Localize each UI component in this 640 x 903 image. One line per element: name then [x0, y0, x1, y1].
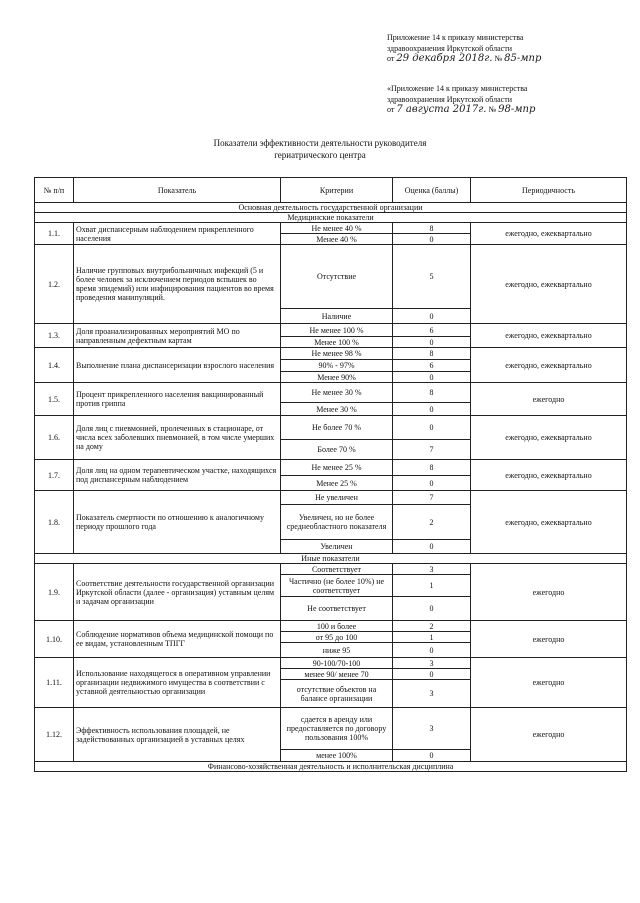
row-period: ежегодно, ежеквартально — [471, 460, 627, 491]
section-medical: Медицинские показатели — [35, 213, 627, 223]
row-criterion: отсутствие объектов на балансе организации — [281, 680, 393, 708]
row-score: 0 — [393, 416, 471, 440]
row-score: 0 — [393, 597, 471, 621]
col-period: Периодичность — [471, 178, 627, 203]
row-indicator: Эффективность использования площадей, не задействованных организацией в уставных целях — [74, 708, 281, 762]
row-criterion: сдается в аренду или предоставляется по договору пользования 100% — [281, 708, 393, 750]
row-score: 6 — [393, 324, 471, 337]
row-criterion: Наличие — [281, 309, 393, 324]
row-score: 0 — [393, 750, 471, 762]
table-header — [35, 178, 627, 203]
row-score: 3 — [393, 680, 471, 708]
table-row — [35, 621, 627, 632]
row-score: 3 — [393, 564, 471, 575]
row-indicator: Соблюдение нормативов объема медицинской помощи по ее видам, установленным ТПГГ — [74, 621, 281, 658]
row-score: 1 — [393, 632, 471, 643]
row-number: 1.2. — [35, 245, 74, 324]
appendix-2-line2: здравоохранения Иркутской области — [387, 94, 512, 104]
row-criterion: Не увеличен — [281, 491, 393, 505]
row-criterion: менее 100% — [281, 750, 393, 762]
row-indicator: Наличие групповых внутрибольничных инфекций (5 и более человек за исключением периодов вспышек во время эпидемий) или инфицирования пациентов во время проведения манипуляций. — [74, 245, 281, 324]
row-period: ежегодно, ежеквартально — [471, 324, 627, 348]
row-score: 0 — [393, 337, 471, 348]
section-row — [35, 203, 627, 213]
row-indicator: Доля лиц на одном терапевтическом участке, находящихся под диспансерным наблюдением — [74, 460, 281, 491]
row-criterion: Не менее 40 % — [281, 223, 393, 234]
row-criterion: Более 70 % — [281, 440, 393, 460]
section-row — [35, 213, 627, 223]
table-row — [35, 383, 627, 403]
row-criterion: Не более 70 % — [281, 416, 393, 440]
table-row — [35, 460, 627, 476]
row-criterion: Увеличен — [281, 540, 393, 554]
row-score: 2 — [393, 505, 471, 540]
row-score: 8 — [393, 348, 471, 360]
section-main: Основная деятельность государственной организации — [35, 203, 627, 213]
col-criteria: Критерии — [281, 178, 393, 203]
row-indicator: Использование находящегося в оперативном управлении организации недвижимого имущества в соответствии с уставной деятельностью организации — [74, 658, 281, 708]
row-indicator: Доля проанализированных мероприятий МО по направленным дефектным картам — [74, 324, 281, 348]
row-period: ежегодно — [471, 708, 627, 762]
row-number: 1.3. — [35, 324, 74, 348]
appendix-1-ref: от 29 декабря 2018г. № 85-мпр — [387, 53, 542, 64]
table-row — [35, 491, 627, 505]
appendix-2-line1: «Приложение 14 к приказу министерства — [387, 84, 528, 93]
row-criterion: от 95 до 100 — [281, 632, 393, 643]
section-row — [35, 554, 627, 564]
row-period: ежегодно — [471, 564, 627, 621]
section-row — [35, 762, 627, 772]
appendix-1 — [387, 33, 541, 65]
row-period: ежегодно — [471, 621, 627, 658]
row-score: 7 — [393, 491, 471, 505]
row-criterion: Не менее 100 % — [281, 324, 393, 337]
row-score: 8 — [393, 383, 471, 403]
row-indicator: Доля лиц с пневмонией, пролеченных в стационаре, от числа всех заболевших пневмонией, в том числе умерших на дому — [74, 416, 281, 460]
row-criterion: 90-100/70-100 — [281, 658, 393, 669]
row-score: 1 — [393, 575, 471, 597]
appendix-2-number: 98-мпр — [498, 104, 536, 115]
row-number: 1.5. — [35, 383, 74, 416]
table-row — [35, 348, 627, 360]
page-title: Показатели эффективности деятельности руководителя гериатрического центра — [213, 138, 427, 160]
row-score: 0 — [393, 234, 471, 245]
row-score: 0 — [393, 309, 471, 324]
table-row — [35, 245, 627, 309]
row-period: ежегодно, ежеквартально — [471, 245, 627, 324]
row-criterion: Менее 90% — [281, 372, 393, 383]
row-criterion: менее 90/ менее 70 — [281, 669, 393, 680]
row-criterion: Частично (не более 10%) не соответствует — [281, 575, 393, 597]
row-period: ежегодно, ежеквартально — [471, 223, 627, 245]
row-criterion: Отсутствие — [281, 245, 393, 309]
row-criterion: Не соответствует — [281, 597, 393, 621]
row-number: 1.7. — [35, 460, 74, 491]
table-row — [35, 708, 627, 750]
row-criterion: Менее 25 % — [281, 476, 393, 491]
row-score: 0 — [393, 669, 471, 680]
row-indicator: Процент прикрепленного населения вакцинированный против гриппа — [74, 383, 281, 416]
row-criterion: 90% - 97% — [281, 360, 393, 372]
row-period: ежегодно — [471, 658, 627, 708]
row-criterion: Не менее 25 % — [281, 460, 393, 476]
indicators-table — [34, 177, 627, 772]
row-indicator: Показатель смертности по отношению к аналогичному периоду прошлого года — [74, 491, 281, 554]
row-score: 6 — [393, 360, 471, 372]
row-number: 1.12. — [35, 708, 74, 762]
row-number: 1.11. — [35, 658, 74, 708]
row-score: 0 — [393, 540, 471, 554]
row-criterion: Менее 30 % — [281, 403, 393, 416]
col-score: Оценка (баллы) — [393, 178, 471, 203]
row-criterion: Менее 100 % — [281, 337, 393, 348]
row-score: 8 — [393, 223, 471, 234]
row-score: 0 — [393, 643, 471, 658]
row-score: 0 — [393, 403, 471, 416]
appendix-2-ref: от 7 августа 2017г. № 98-мпр — [387, 104, 536, 115]
col-indicator: Показатель — [74, 178, 281, 203]
row-period: ежегодно — [471, 383, 627, 416]
row-score: 7 — [393, 440, 471, 460]
row-number: 1.6. — [35, 416, 74, 460]
col-num: № п/п — [35, 178, 74, 203]
table-row — [35, 324, 627, 337]
row-criterion: Менее 40 % — [281, 234, 393, 245]
row-score: 5 — [393, 245, 471, 309]
row-score: 0 — [393, 372, 471, 383]
appendix-2-date: 7 августа 2017г. — [396, 104, 487, 115]
row-criterion: ниже 95 — [281, 643, 393, 658]
section-finance: Финансово-хозяйственная деятельность и исполнительская дисциплина — [35, 762, 627, 772]
row-number: 1.4. — [35, 348, 74, 383]
table-row — [35, 658, 627, 669]
appendix-1-number: 85-мпр — [504, 53, 542, 64]
appendix-2 — [387, 84, 535, 116]
row-criterion: Не менее 30 % — [281, 383, 393, 403]
table-row — [35, 416, 627, 440]
row-score: 3 — [393, 658, 471, 669]
row-criterion: Не менее 98 % — [281, 348, 393, 360]
table-row — [35, 223, 627, 234]
appendix-1-line1: Приложение 14 к приказу министерства — [387, 33, 524, 42]
row-period: ежегодно, ежеквартально — [471, 416, 627, 460]
row-score: 2 — [393, 621, 471, 632]
appendix-1-date: 29 декабря 2018г. — [396, 53, 493, 64]
row-criterion: 100 и более — [281, 621, 393, 632]
section-other: Иные показатели — [35, 554, 627, 564]
row-number: 1.1. — [35, 223, 74, 245]
appendix-1-line2: здравоохранения Иркутской области — [387, 43, 512, 53]
row-criterion: Увеличен, но не более среднеобластного показателя — [281, 505, 393, 540]
row-number: 1.8. — [35, 491, 74, 554]
row-period: ежегодно, ежеквартально — [471, 348, 627, 383]
row-period: ежегодно, ежеквартально — [471, 491, 627, 554]
row-score: 8 — [393, 460, 471, 476]
row-criterion: Соответствует — [281, 564, 393, 575]
row-number: 1.9. — [35, 564, 74, 621]
row-indicator: Соответствие деятельности государственной организации Иркутской области (далее - организация) уставным целям и задачам организации — [74, 564, 281, 621]
row-number: 1.10. — [35, 621, 74, 658]
row-indicator: Охват диспансерным наблюдением прикрепленного населения — [74, 223, 281, 245]
row-score: 3 — [393, 708, 471, 750]
table-row — [35, 564, 627, 575]
row-score: 0 — [393, 476, 471, 491]
row-indicator: Выполнение плана диспансеризации взрослого населения — [74, 348, 281, 383]
